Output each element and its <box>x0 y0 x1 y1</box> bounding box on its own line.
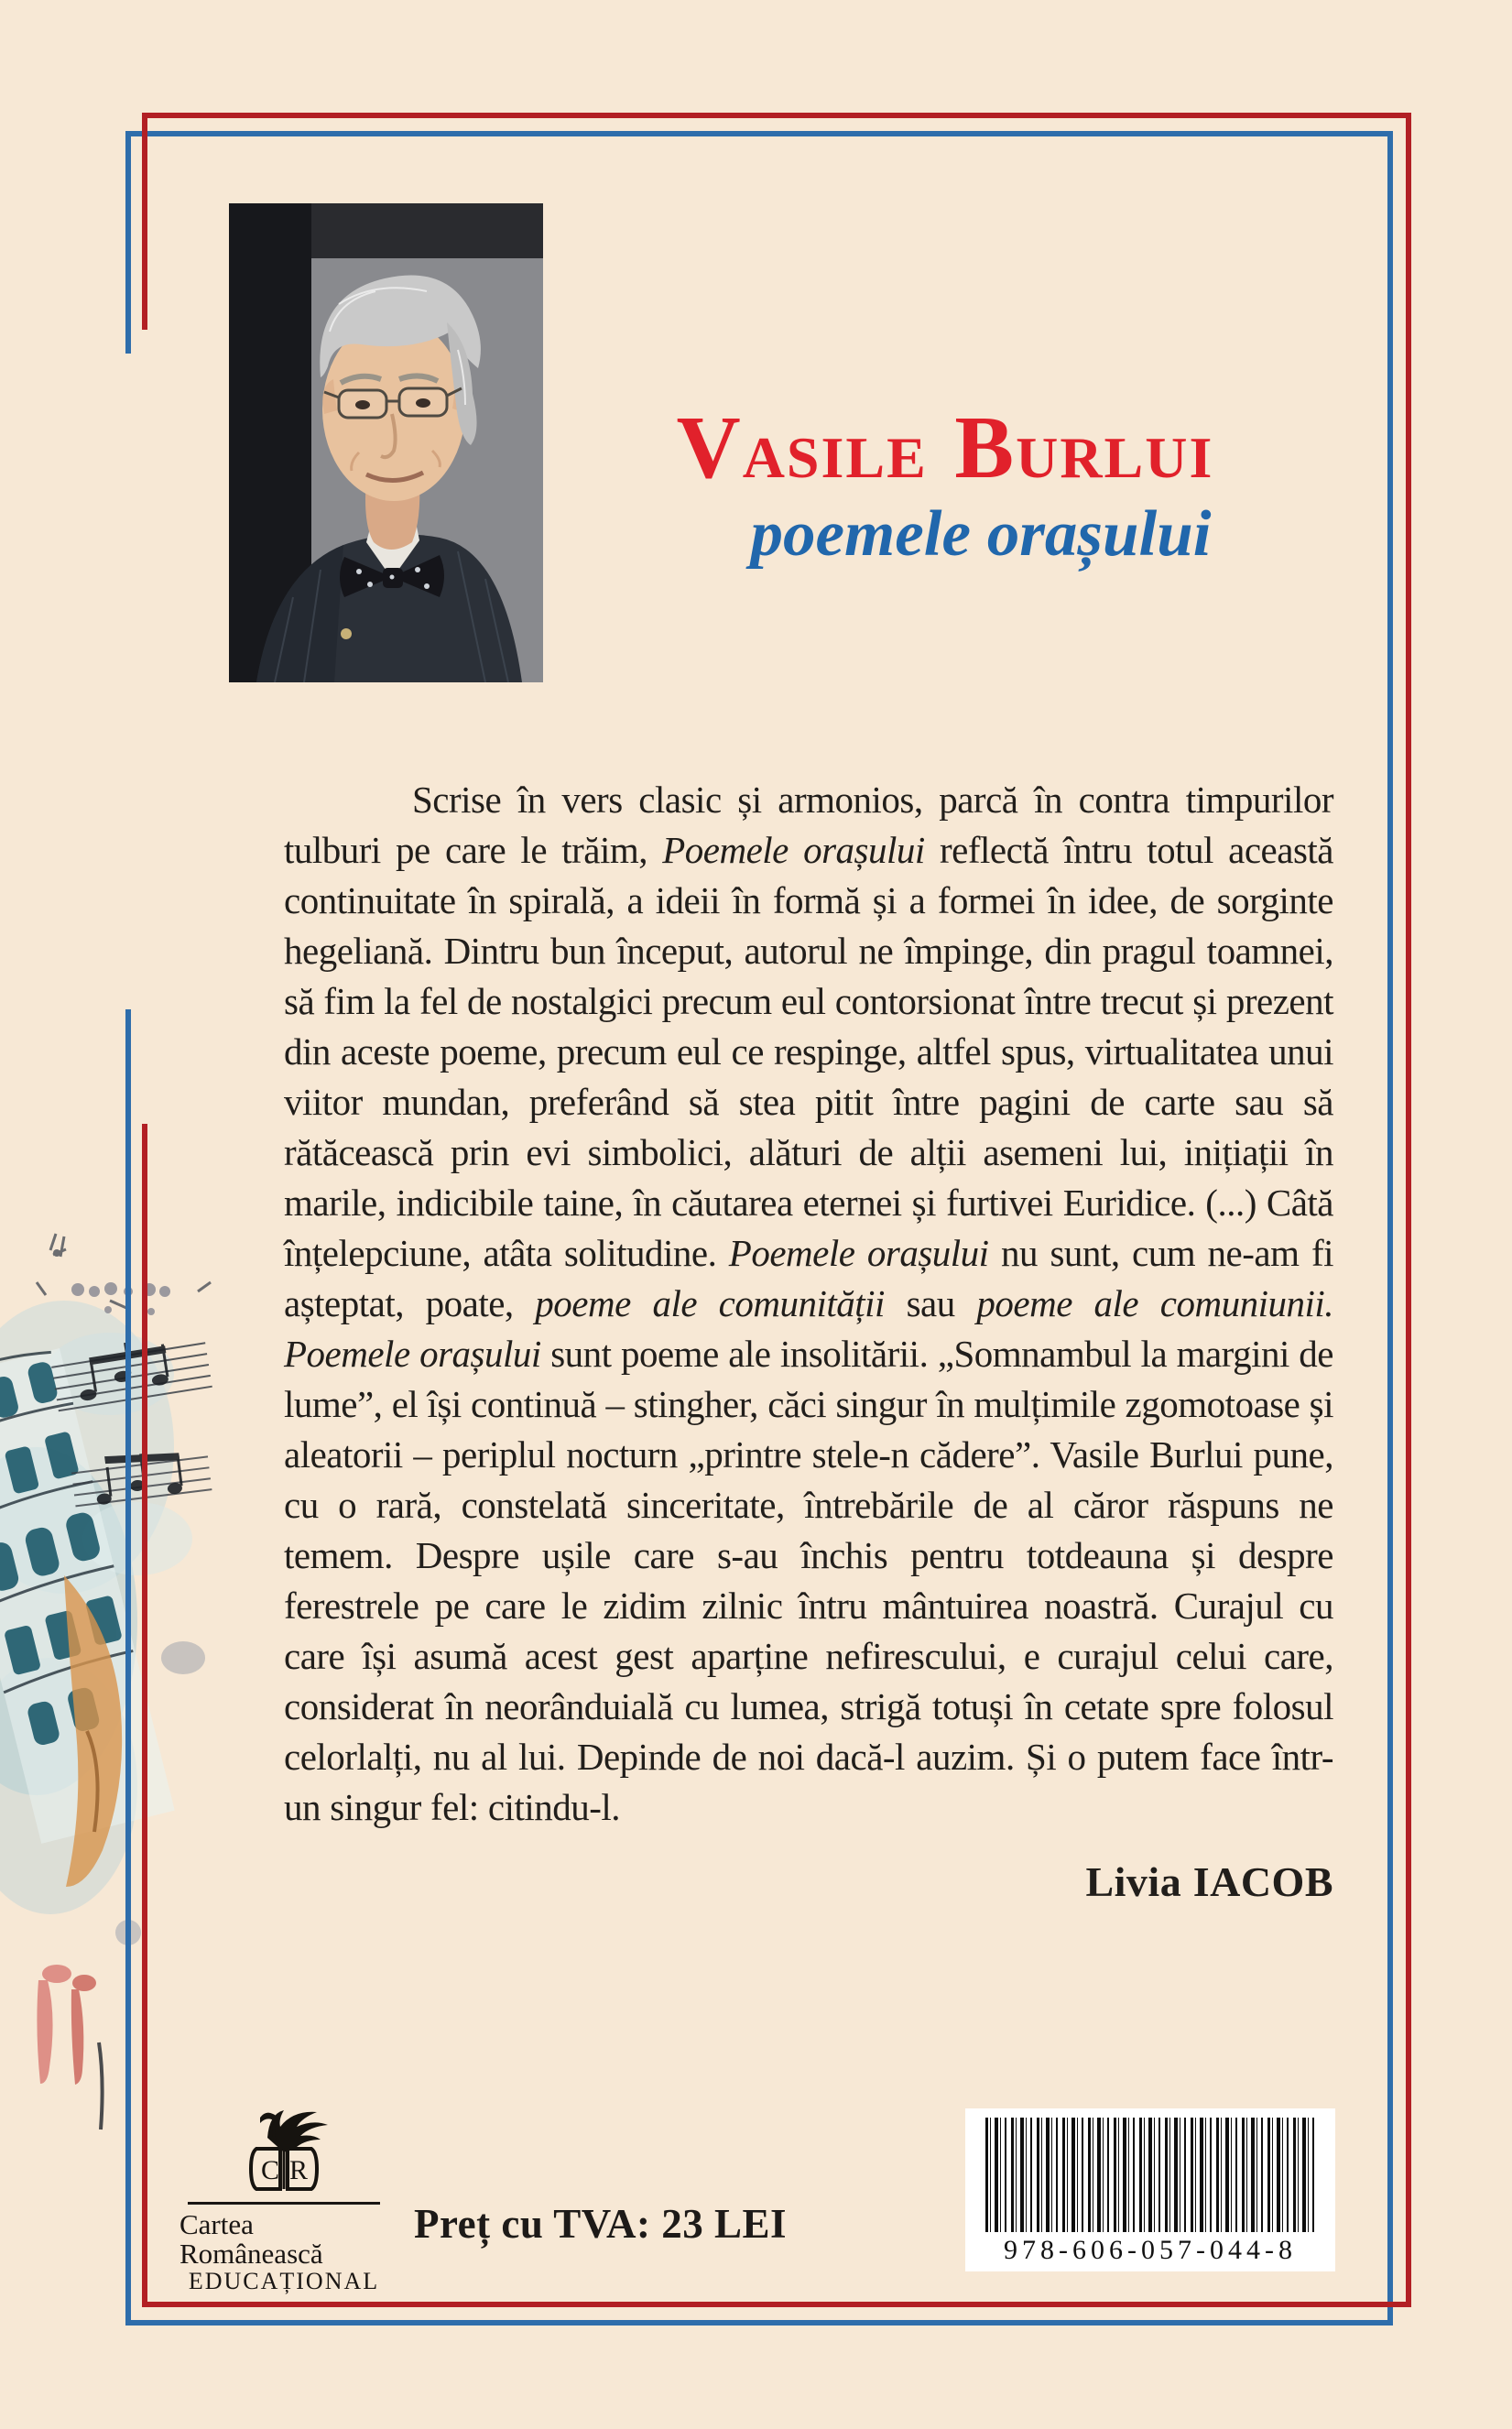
publisher-imprint: EDUCAȚIONAL <box>188 2268 380 2294</box>
publisher-block <box>179 2107 388 2294</box>
title-initial: B <box>954 398 1017 496</box>
blue-frame-left-lower <box>125 1009 131 2326</box>
publisher-logo-icon <box>233 2107 335 2198</box>
isbn-number: 978-606-057-044-8 <box>1004 2235 1297 2265</box>
title-text: ASILE <box>742 425 928 490</box>
svg-text:C: C <box>260 2155 280 2185</box>
blue-frame-right <box>1387 131 1393 2326</box>
title-block <box>548 398 1343 570</box>
review-block <box>284 775 1333 1907</box>
red-frame-bottom <box>142 2302 1411 2307</box>
svg-text:R: R <box>288 2155 309 2185</box>
author-photo <box>229 203 543 682</box>
price-label: Preț cu TVA: 23 LEI <box>414 2201 788 2247</box>
blue-frame-left-upper <box>125 131 131 354</box>
blue-frame-bottom <box>125 2320 1393 2326</box>
red-frame-left-lower <box>142 1124 147 2307</box>
city-watercolor-illustration <box>0 1145 222 2134</box>
isbn-barcode <box>965 2108 1335 2271</box>
red-frame-left-upper <box>142 113 147 330</box>
publisher-name: Cartea Românească <box>179 2208 323 2270</box>
blue-frame-top <box>125 131 1393 136</box>
red-frame-right <box>1406 113 1411 2307</box>
reviewer-signature: Livia IACOB <box>1085 1858 1333 1905</box>
book-subtitle: poemele orașului <box>750 498 1212 570</box>
barcode-bars <box>985 2118 1315 2232</box>
red-frame-top <box>142 113 1411 118</box>
title-initial: V <box>676 398 743 496</box>
review-paragraph: Scrise în vers clasic și armonios, parcă în contra timpurilor tulburi pe care le trăim, Poemele orașului reflectă întru totul această continuitate în spirală, a ideii în formă și a formei în idee, de sorginte hegeliană. Dintru bun început, autorul ne împinge, din pragul toamnei, să fim la fel de nostalgici precum eul contorsionat între trecut și prezent din aceste poeme, precum eul ce respinge, altfel spus, virtualitatea unui viitor mundan, preferând să stea pitit între pagini de carte sau să rătăcească prin evi simbolici, alături de alții asemeni lui, inițiații în marile, indicibile taine, în căutarea eternei și furtivei Euridice. (...) Câtă înțelepciune, atâta solitudine. Poemele orașului nu sunt, cum ne-am fi așteptat, poate, poeme ale comunității sau poeme ale comuniunii. Poemele orașului sunt poeme ale insolitării. „Somnambul la margini de lume”, el își continuă – stingher, căci singur în mulțimile zgomotoase și aleatorii – periplul nocturn „printre stele-n cădere”. Vasile Burlui pune, cu o rară, constelată sinceritate, întrebările de al căror răspuns ne temem. Despre ușile care s-au închis pentru totdeauna și despre ferestrele pe care le zidim zilnic întru mântuirea noastră. Curajul cu care își asumă acest gest aparține nefirescului, e curajul celui care, considerat în neorânduială cu lumea, strigă totuși în cetate spre folosul celorlalți, nu al lui. Depinde de noi dacă-l auzim. Și o putem face într-un singur fel: citindu-l. <box>284 779 1333 1828</box>
title-text: URLUI <box>1016 425 1214 490</box>
book-author-title <box>548 398 1343 496</box>
logo-divider <box>188 2202 380 2205</box>
